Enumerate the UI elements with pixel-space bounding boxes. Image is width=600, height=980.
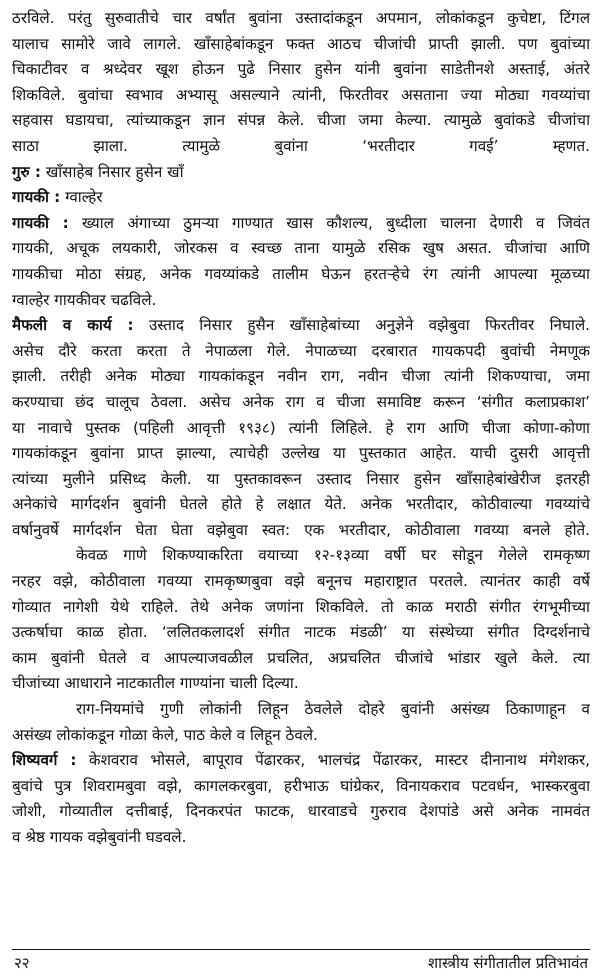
line-text: ख्याल अंगाच्या ठुमऱ्या गाण्यात खास कौशल्य, बुध्दीला चालना देणारी व जिवंत [68, 213, 590, 232]
line-text: जोशी, गोव्यातील दत्तीबाई, दिनकरपंत फाटक, धारवाडचे गुरुराव देशपांडे असे अनेक नामवंत [12, 802, 590, 821]
text-line [12, 774, 590, 800]
text-line [12, 748, 590, 774]
line-text: नरहर वझे, कोठीवाला गवय्या रामकृष्णबुवा वझे बनूनच महाराष्ट्रात परतले. त्यानंतर काही वर्षे [12, 572, 590, 591]
line-text: यालाच सामोरे जावे लागले. खाँसाहेबांकडून फक्त आठच चीजांची प्राप्ती झाली. पण बुवांच्या [12, 34, 590, 53]
page-number: २२ [14, 954, 30, 972]
line-text: वर्षानुवर्षे मार्गदर्शन घेता घेता वझेबुवा स्वत: एक भरतीदार, कोठीवाला गवय्या बनले होते. [12, 520, 590, 539]
text-line [12, 543, 590, 569]
line-text: त्यांच्या मुलीने प्रसिध्द केली. या पुस्तकावरून उस्ताद निसार हुसेन खाँसाहेबांखेरीज इतरही [12, 469, 590, 488]
line-text: गायकी, अचूक लयकारी, जोरकस व स्वच्छ ताना यामुळे रसिक खुष असत. चीजांचा आणि [12, 239, 590, 258]
section-label: गायकी : [12, 213, 69, 232]
text-line [12, 313, 590, 339]
text-line [12, 467, 590, 493]
section-label: गुरु : [12, 162, 41, 181]
text-line [12, 825, 590, 851]
line-text: उत्कर्षाचा काळ होता. ‘ललितकलादर्श संगीत नाटक मंडळी’ या संस्थेच्या संगीत दिग्दर्शनाचे [12, 623, 590, 642]
text-line [12, 441, 590, 467]
text-line [12, 646, 590, 672]
line-text: असंख्य लोकांकडून गोळा केले, पाठ केले व लिहून ठेवले. [12, 725, 318, 744]
text-line [12, 83, 590, 109]
text-line [12, 211, 590, 237]
text-line [12, 390, 590, 416]
footer-divider [12, 949, 590, 950]
line-text: गायकांकडून बुवांना प्राप्त झाल्या, त्याचेही उल्लेख या पुस्तकात आहेत. याची दुसरी आवृत्ती [12, 444, 590, 463]
section-label: गायकी : [12, 188, 61, 207]
text-line [12, 108, 590, 134]
text-line [12, 569, 590, 595]
text-line [12, 364, 590, 390]
line-text: चिकाटीवर व श्रध्देवर खूश होऊन पुढे निसार हुसेन यांनी बुवांना साडेतीनशे अस्ताई, अंतरे [12, 60, 590, 79]
text-line [12, 32, 590, 58]
text-line [12, 57, 590, 83]
line-text: असेच दौरे करता करता ते नेपाळला गेले. नेपाळच्या दरबारात गायकपदी बुवांची नेमणूक [12, 341, 590, 360]
text-line [12, 185, 590, 211]
text-line [12, 160, 590, 186]
text-line [12, 595, 590, 621]
text-line [12, 723, 590, 749]
section-label: मैफली व कार्य : [12, 316, 134, 335]
line-text: खाँसाहेब निसार हुसेन खाँ [41, 162, 184, 181]
line-text: व श्रेष्ठ गायक वझेबुवांनी घडवले. [12, 828, 187, 846]
text-line [12, 697, 590, 723]
line-text: ग्वाल्हेर [60, 188, 103, 207]
text-line [12, 262, 590, 288]
text-line [12, 288, 590, 314]
line-text: चीजांच्या आधाराने नाटकातील गाण्यांना चाली दिल्या. [12, 674, 299, 693]
line-text: केशवराव भोसले, बापूराव पेंढारकर, भालचंद्र पेंढारकर, मास्टर दीनानाथ मंगेशकर, [76, 751, 590, 770]
text-line [12, 518, 590, 544]
text-line [12, 620, 590, 646]
text-line [12, 799, 590, 825]
line-text: ग्वाल्हेर गायकीवर चढविले. [12, 290, 157, 309]
line-text: केवळ गाणे शिकण्याकरिता वयाच्या १२-१३व्या वर्षी घर सोडून गेलेले रामकृष्ण [76, 546, 590, 565]
line-text: सहवास घडायचा, त्यांच्याकडून ज्ञान संपन्न केले. चीजा जमा केल्या. त्यामुळे बुवांकडे चीजांचा [12, 111, 590, 130]
text-line [12, 339, 590, 365]
text-line [12, 492, 590, 518]
text-line [12, 671, 590, 697]
line-text: झाली. तरीही अनेक मोठ्या गायकांकडून नवीन राग, नवीन चीजा त्यांनी शिकण्याचा, जमा [12, 367, 590, 386]
text-line [12, 134, 590, 160]
text-line [12, 416, 590, 442]
line-text: गायकीचा मोठा संग्रह, अनेक गवय्यांकडे तालीम घेऊन हरतऱ्हेचे रंग त्यांनी आपल्या मूळच्या [12, 264, 590, 283]
book-title: शास्त्रीय संगीतातील प्रतिभावंत [427, 954, 588, 972]
body-text [12, 6, 590, 851]
line-text: काम बुवांनी घेतले व आपल्याजवळील प्रचलित, अप्रचलित चीजांचे भांडार खुले केले. त्या [12, 648, 590, 667]
section-label: शिष्यवर्ग : [12, 751, 77, 770]
line-text: साठा झाला. त्यामुळे बुवांना ‘भरतीदार गवई’ म्हणत. [12, 136, 590, 155]
line-text: गोव्यात नागेशी येथे राहिले. तेथे अनेक जणांना शिकविले. तो काळ मराठी संगीत रंगभूमीच्या [12, 597, 590, 616]
line-text: करण्याचा छंद चालूच ठेवला. असेच अनेक राग व चीजा समाविष्ट करून ‘संगीत कलाप्रकाश’ [12, 392, 590, 411]
text-line [12, 236, 590, 262]
line-text: अनेकांचे मार्गदर्शन बुवांनी घेतले होते हे लक्षात येते. अनेक भरतीदार, कोठीवाल्या गवय्यांचे [12, 495, 590, 514]
text-line [12, 6, 590, 32]
line-text: शिकविले. बुवांचा स्वभाव अभ्यासू असल्याने त्यांनी, फिरतीवर असताना ज्या मोठ्या गवय्यांचा [12, 85, 590, 104]
line-text: राग-नियमांचे गुणी लोकांनी लिहून ठेवलेले दोहरे बुवांनी असंख्य ठिकाणाहून व [76, 700, 590, 719]
line-text: उस्ताद निसार हुसैन खाँसाहेबांच्या अनुज्ञेने वझेबुवा फिरतीवर निघाले. [133, 316, 590, 335]
line-text: ठरविले. परंतु सुरुवातीचे चार वर्षांत बुवांना उस्तादांकडून अपमान, लोकांकडून कुचेष्टा, टिंगल [12, 9, 590, 27]
line-text: बुवांचे पुत्र शिवरामबुवा वझे, कागलकरबुवा, हरीभाऊ घांग्रेकर, विनायकराव पटवर्धन, भास्करबुवा [12, 776, 590, 795]
line-text: या नावाचे पुस्तक (पहिली आवृत्ती १९३८) त्यांनी लिहिले. हे राग आणि चीजा कोणा-कोणा [12, 418, 590, 437]
